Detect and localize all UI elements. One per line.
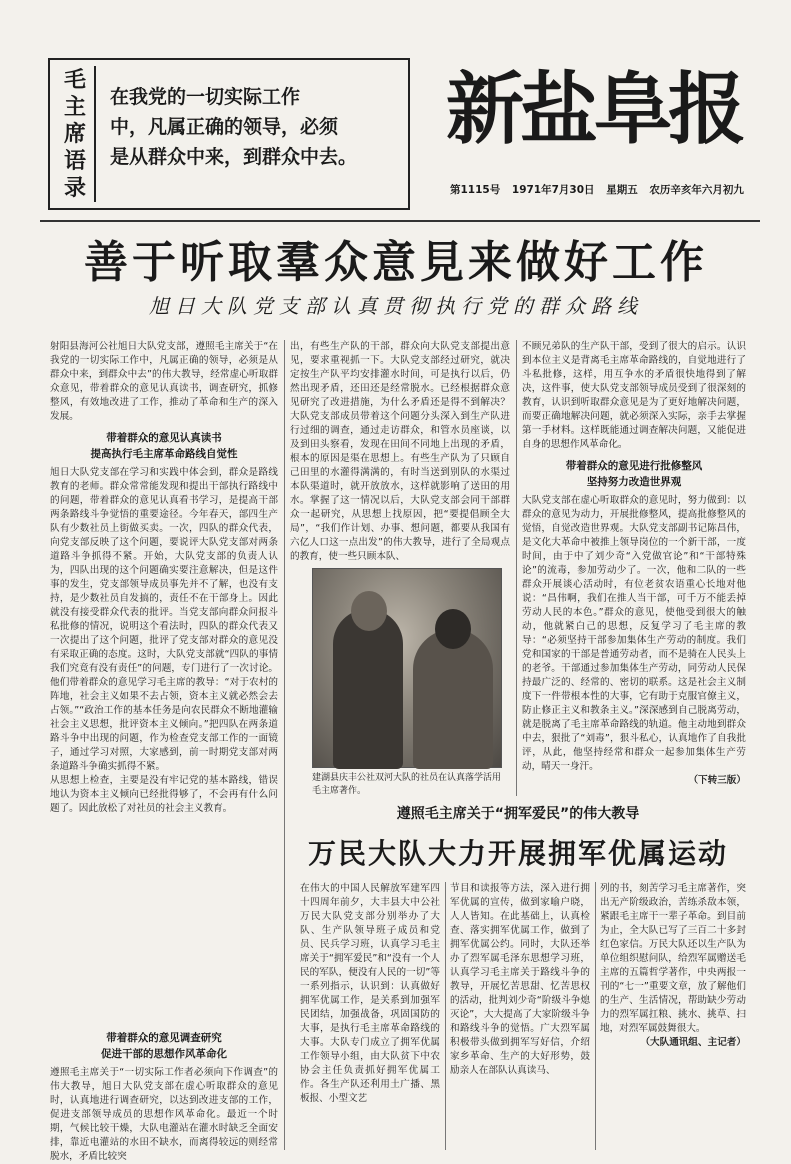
quotation-text [110, 82, 400, 172]
article-paragraph: 出，有些生产队的干部，群众向大队党支部提出意见，要求重视抓一下。大队党支部经过研究，就决定按生产队平均安排灌水时间，可是执行以后，仍然出现矛盾，还田还是经常脱水。已经根据群众意见研究了改进措施，为什么矛盾还是得不到解决？大队党支部成员带着这个问题分头深入到生产队进行过细的调查，通过走访群众，和管水员座谈，以及到田头察看，发现在田间不同地上出现的矛盾，根本的原因是渠在思想上。有些生产队为了只顾自己田里的水灌得满满的，有时当送到别队的水渠过本队渠道时，就开放放水，这样就影响了送田的用水。掌握了这一情况以后，大队党支部会同干部群众一起研究，从思想上找原因，把“要提倡顾全大局”，“我们作计划、办事、想问题，都要从我国有六亿人口这一点出发”的伟大教导，进行了全局观点的教育，使一些只顾本队、 [290, 341, 510, 562]
quote-label-char: 录 [63, 175, 86, 202]
article-paragraph: 射阳县海河公社旭日大队党支部，遵照毛主席关于“在我党的一切实际工作中，凡属正确的领导，必须是从群众中来，到群众中去”的伟大教导，经常虚心听取群众意见，带着群众的意见认真读书，调查研究，抓修整风，有效地改进了工作，推动了革命和生产的深入发展。 [50, 341, 278, 422]
column-rule [445, 882, 446, 1150]
quote-label-char: 席 [63, 120, 86, 147]
column-rule [595, 882, 596, 1150]
quote-line: 是从群众中来，到群众中去。 [110, 146, 358, 168]
column-rule [284, 340, 285, 1150]
photo-figure [413, 629, 493, 769]
column-rule [516, 340, 517, 796]
article-paragraph: 旭日大队党支部在学习和实践中体会到，群众是路线教育的老师。群众常常能发现和提出干部执行路线中的问题，带着群众的意见认真看书学习，是提高干部两条路线斗争觉悟的重要途径。今年春天，部四生产队有少数社员上街做买卖。一次，四队的群众代表，向党支部反映了这个问题，要说评大队党支部对两条道路斗争抓得不紧。开始，大队党支部的负责人认为，四队出现的这个问题确实要注意解决，但是这件事的发生，党支部领导成员事先并不了解，也没有支持，是少数社员自发搞的，责任不在干部身上。因此就没有接受群众代表的批评。当党支部向群众问报斗私批修的情况，说明这个看法时，四队的群众代表又一次提出了这个问题，批评了党支部对群众的意见没有采取正确的态度。这时，大队党支部就“四队的事情我们究竟有没有责任”的问题，专门进行了一次讨论。他们带着群众的意见学习毛主席的教导：“对于农村的阵地，社会主义如果不去占领，资本主义就必然会去占领。”“政治工作的基本任务是向农民群众不断地灌输社会主义思想，批评资本主义倾向。”把四队在两条道路斗争中出现的问题，作为检查党支部工作的一面镜子，通过学习对照，大家感到，前一时期党支部对两条道路斗争确实抓得不紧。 [50, 467, 278, 772]
article-paragraph: 列的书，刻苦学习毛主席著作，突出无产阶级政治，苦练杀敌本领，紧跟毛主席干一辈子革命。到目前为止，全大队已写了三百二十多封红色家信。万民大队还以生产队为单位组织慰问队，给烈军属赠送毛主席的五篇哲学著作，中央两报一刊的“七一”重要文章，放了解他们的生产、生活情况，帮助缺少劳动力的烈军属扛粮、挑水、挑草、扫地，对烈军属鼓舞很大。 [600, 883, 746, 1034]
main-subheadline: 旭日大队党支部认真贯彻执行党的群众路线 [149, 294, 643, 318]
section-subhead [50, 1030, 278, 1062]
quotation-label [56, 66, 96, 202]
main-headline: 善于听取羣众意見来做好工作 [84, 237, 708, 288]
photo-figure-head [435, 609, 471, 649]
issue-number: 第1115号 [450, 184, 501, 196]
masthead-divider [40, 220, 760, 222]
article-paragraph: 在伟大的中国人民解放军建军四十四周年前夕，大丰县大中公社万民大队党支部分别举办了大队、生产队领导班子成员和党员、民兵学习班，认真学习毛主席关于“拥军爱民”和“没有一个人民的军队，便没有人民的一切”等一系列指示，认识到：认真做好拥军优属工作，是关系到加强军民团结，加强战备，巩固国防的大事，是执行毛主席革命路线的大事。大队专门成立了拥军优属工作领导小组，由大队贫下中农协会主任负责抓好拥军优属工作。各生产队还利用土广播、黑板报、小型文艺 [300, 883, 440, 1104]
article2-column-3 [600, 882, 746, 1152]
photo-figure-head [351, 591, 387, 631]
issue-date: 1971年7月30日 [511, 184, 595, 196]
article2-kicker: 遵照毛主席关于“拥军爱民”的伟大教导 [396, 806, 640, 822]
article2-column-2 [450, 882, 590, 1152]
subhead-line: 带着群众的意见调查研究 [106, 1032, 222, 1044]
subhead-line: 带着群众的意见进行批修整风 [565, 460, 703, 472]
photo-caption: 建湖县庆丰公社双河大队的社员在认真落学活用毛主席著作。 [312, 773, 502, 796]
article-paragraph: 节目和读报等方法，深入进行拥军优属的宣传，做到家喻户晓，人人皆知。在此基础上，认真检查、落实拥军优属工作，做到了拥军优属公约。同时，大队还举办了烈军属毛泽东思想学习班，认真学习毛主席关于路线斗争的教导，开展忆苦思甜、忆苦思权的活动，批判刘少奇“阶级斗争熄灭论”，大大提高了大家阶级斗争和路线斗争的觉悟。广大烈军属积极带头做到拥军写好信，介绍家乡革命、生产的大好形势，鼓励亲人在部队认真读马、 [450, 883, 590, 1076]
continued-note: （下转三版） [688, 775, 746, 786]
issue-weekday: 星期五 [606, 184, 638, 196]
quote-label-char: 毛 [63, 66, 86, 93]
article1-column-3 [522, 340, 746, 860]
quote-line: 中，凡属正确的领导，必须 [110, 116, 339, 138]
subhead-line: 坚持努力改造世界观 [586, 476, 682, 488]
subhead-line: 提高执行毛主席革命路线自觉性 [90, 448, 238, 460]
issue-lunar-date: 农历辛亥年六月初九 [649, 184, 744, 196]
issue-info [450, 182, 770, 197]
article-paragraph: 不顾兄弟队的生产队干部，受到了很大的启示。认识到本位主义是背离毛主席革命路线的，自觉地进行了斗私批修，这样，用互争水的矛盾很快地得到了解决，这件事，使大队党支部领导成员受到了很深刻的教育，认识到听取群众意见是为了更好地解决问题，而要正确地解决问题，就必须深入实际，亲手去掌握第一手材料。这样既能通过调查解决问题，又能促进自身的思想作风革命化。 [522, 341, 746, 450]
article1-column-1-bottom [50, 1024, 278, 1162]
article-paragraph: 遵照毛主席关于“一切实际工作者必须向下作调查”的伟大教导，旭日大队党支部在虚心听取群众的意见时，认真地进行调查研究，以达到改进支部的工作，促进支部领导成员的思想作风革命化。最近一个时期，气候比较干燥，大队电灌站在灌水时缺乏全面安排，靠近电灌站的水田不缺水，而离得较远的则经常脱水，矛盾比较突 [50, 1067, 278, 1162]
quotation-box [48, 58, 410, 210]
quote-label-char: 主 [63, 93, 86, 120]
quote-label-char: 语 [63, 148, 86, 175]
photo-figure [333, 609, 403, 769]
article-paragraph: 从思想上检查，主要是没有牢记党的基本路线，错误地认为资本主义倾向已经批得够了，不会再有什么问题了。因此放松了对社员的社会主义教育。 [50, 775, 278, 814]
article2-title: 万民大队大力开展拥军优属运动 [307, 837, 728, 870]
article2-column-1 [300, 882, 440, 1152]
subhead-line: 促进干部的思想作风革命化 [101, 1048, 227, 1060]
article1-column-2 [290, 340, 510, 570]
article-paragraph: 大队党支部在虚心听取群众的意见时，努力做到：以群众的意见为动力，开展批修整风，提高批修整风的觉悟，自觉改造世界观。大队党支部副书记陈昌伟，是文化大革命中被推上领导岗位的一个新干部，一度时间，由于中了刘少奇“入党做官论”和“干部特殊论”的流毒，参加劳动少了。一次，他和二队的一些群众开展谈心活动时，有位老贫农语重心长地对他说：“昌伟啊，我们在推人当干部，可千万不能丢掉劳动人民的本色。”群众的意见，使他受到很大的触动，他就紧白己的思想，反复学习了毛主席的教导：“必须坚持干部参加集体生产劳动的制度。我们党和国家的干部是普通劳动者，而不是骑在人民头上的老爷。干部通过参加集体生产劳动，同劳动人民保持最广泛的、经常的、密切的联系。这是社会主义制度下一件带根本性的大事，它有助于克服官僚主义，防止修正主义和教条主义。”深深感到自己脱离劳动，就是脱离了毛主席革命路线的轨道。他主动地到群众中去，狠批了“刘毒”，狠斗私心，认真地作了自我批评，从此，他坚持经常和群众一起参加集体生产劳动，晴天一身汗。 [522, 495, 746, 772]
subhead-line: 带着群众的意见认真读书 [106, 432, 222, 444]
article-byline: （大队通讯组、主记者） [640, 1037, 746, 1048]
article1-column-1 [50, 340, 278, 1020]
quote-line: 在我党的一切实际工作 [110, 86, 301, 108]
news-photo [312, 568, 502, 768]
section-subhead [522, 458, 746, 490]
section-subhead [50, 430, 278, 462]
newspaper-title: 新盐阜报 [446, 65, 743, 155]
